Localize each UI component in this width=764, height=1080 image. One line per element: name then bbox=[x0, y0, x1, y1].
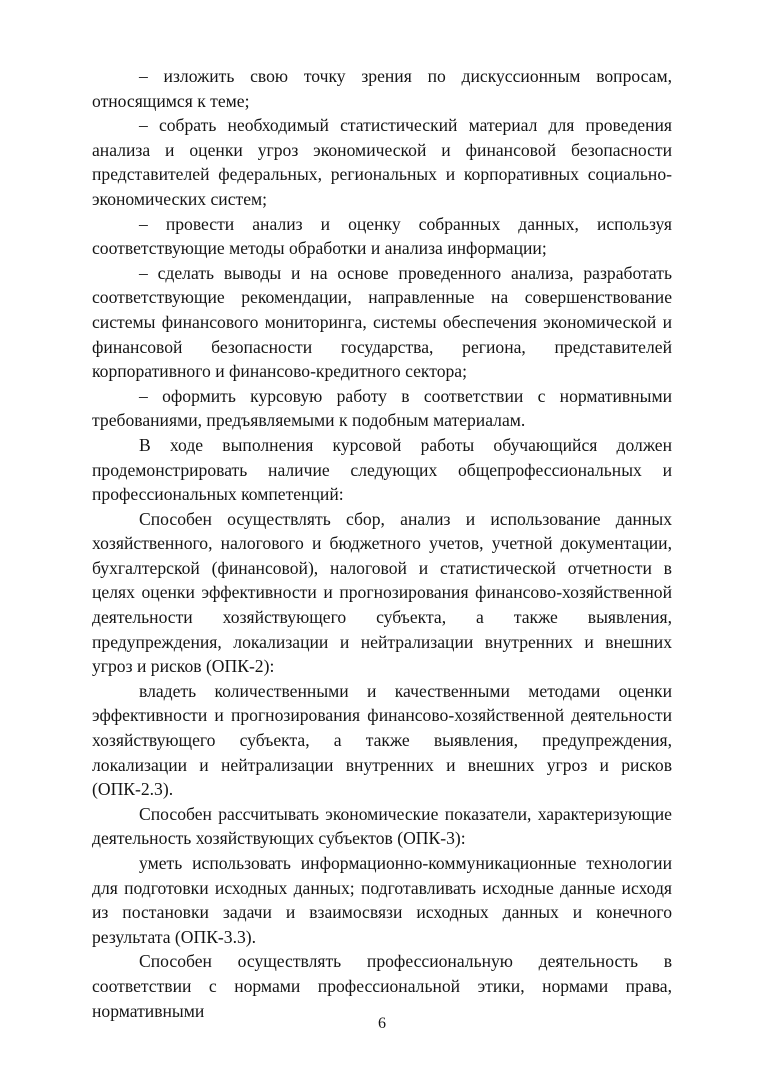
paragraph: Способен рассчитывать экономические показатели, характеризующие деятельность хозяйствующих субъектов (ОПК-3): bbox=[92, 803, 672, 849]
paragraph: – оформить курсовую работу в соответствии с нормативными требованиями, предъявляемыми к подобным материалам. bbox=[92, 385, 672, 431]
paragraph: – собрать необходимый статистический материал для проведения анализа и оценки угроз экономической и финансовой безопасности представителей федеральных, региональных и корпоративных социально-экономических систем; bbox=[92, 115, 672, 209]
paragraph: Способен осуществлять профессиональную деятельность в соответствии с нормами профессиональной этики, нормами права, нормативными bbox=[92, 951, 672, 1021]
paragraph: В ходе выполнения курсовой работы обучающийся должен продемонстрировать наличие следующих общепрофессиональных и профессиональных компетенций: bbox=[92, 434, 672, 505]
document-body bbox=[92, 64, 672, 1023]
page-number: 6 bbox=[378, 1015, 386, 1032]
paragraph: уметь использовать информационно-коммуникационные технологии для подготовки исходных данных; подготавливать исходные данные исходя из постановки задачи и взаимосвязи исходных данных и конечного результата (ОПК-3.3). bbox=[92, 853, 672, 947]
paragraph: владеть количественными и качественными методами оценки эффективности и прогнозирования финансово-хозяйственной деятельности хозяйствующего субъекта, а также выявления, предупреждения, локализации и нейтрализации внутренних и внешних угроз и рисков (ОПК-2.3). bbox=[92, 680, 672, 800]
paragraph: – изложить свою точку зрения по дискуссионным вопросам, относящимся к теме; bbox=[92, 66, 672, 111]
paragraph: – провести анализ и оценку собранных данных, используя соответствующие методы обработки и анализа информации; bbox=[92, 213, 672, 259]
paragraph: – сделать выводы и на основе проведенного анализа, разработать соответствующие рекомендации, направленные на совершенствование системы финансового мониторинга, системы обеспечения экономической и финансовой безопасности государства, региона, представителей корпоративного и финансово-кредитного сектора; bbox=[92, 262, 672, 382]
paragraph: Способен осуществлять сбор, анализ и использование данных хозяйственного, налогового и бюджетного учетов, учетной документации, бухгалтерской (финансовой), налоговой и статистической отчетности в целях оценки эффективности и прогнозирования финансово-хозяйственной деятельности хозяйствующего субъекта, а также выявления, предупреждения, локализации и нейтрализации внутренних и внешних угроз и рисков (ОПК-2): bbox=[92, 508, 672, 677]
